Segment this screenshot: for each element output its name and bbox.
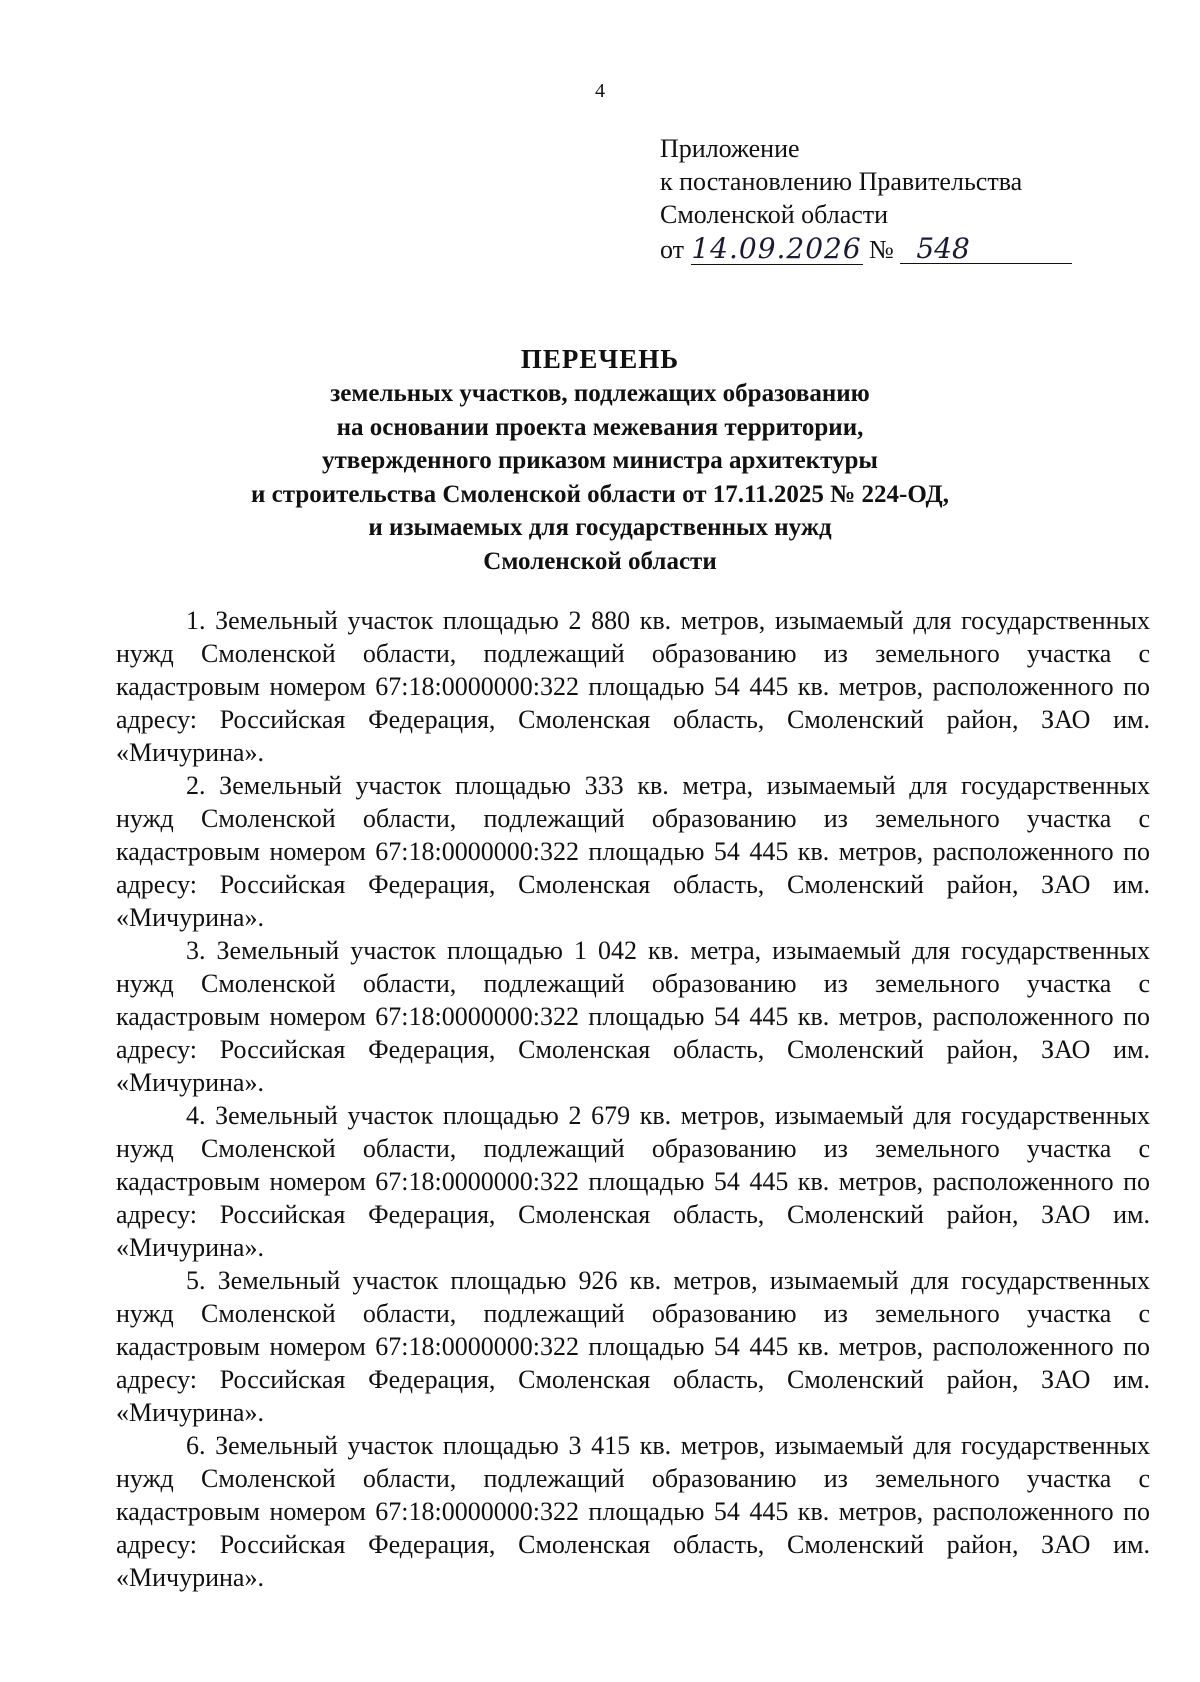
- date-prefix: от: [660, 235, 685, 264]
- appendix-reference: к постановлению Правительства: [660, 167, 1023, 196]
- list-item: 5. Земельный участок площадью 926 кв. метров, изымаемый для государственных нужд Смоленской области, подлежащий образованию из земельного участка с кадастровым номером 67:18:0000000:322 площадью 54 445 кв. метров, расположенного по адресу: Российская Федерация, Смоленская область, Смоленский район, ЗАО им. «Мичурина».: [116, 1266, 1150, 1427]
- title-line-2: на основании проекта межевания территории,: [336, 413, 864, 441]
- land-plot-list: [116, 604, 1150, 1594]
- title-line-5: и изымаемых для государственных нужд: [368, 514, 832, 541]
- handwritten-number: 548: [900, 233, 1072, 264]
- appendix-region: Смоленской области: [660, 200, 889, 229]
- list-item: 6. Земельный участок площадью 3 415 кв. метров, изымаемый для государственных нужд Смоленской области, подлежащий образованию из земельного участка с кадастровым номером 67:18:0000000:322 площадью 54 445 кв. метров, расположенного по адресу: Российская Федерация, Смоленская область, Смоленский район, ЗАО им. «Мичурина».: [116, 1431, 1150, 1592]
- page-number: 4: [595, 80, 605, 102]
- list-item: 3. Земельный участок площадью 1 042 кв. метра, изымаемый для государственных нужд Смоленской области, подлежащий образованию из земельного участка с кадастровым номером 67:18:0000000:322 площадью 54 445 кв. метров, расположенного по адресу: Российская Федерация, Смоленская область, Смоленский район, ЗАО им. «Мичурина».: [116, 936, 1150, 1097]
- appendix-title: Приложение: [660, 134, 800, 163]
- document-title: [120, 342, 1080, 578]
- title-line-1: земельных участков, подлежащих образованию: [330, 380, 870, 407]
- appendix-block: [660, 132, 1100, 266]
- handwritten-date: 14.09.2026: [691, 232, 862, 265]
- list-item: 1. Земельный участок площадью 2 880 кв. метров, изымаемый для государственных нужд Смоленской области, подлежащий образованию из земельного участка с кадастровым номером 67:18:0000000:322 площадью 54 445 кв. метров, расположенного по адресу: Российская Федерация, Смоленская область, Смоленский район, ЗАО им. «Мичурина».: [116, 606, 1150, 767]
- number-sign: №: [869, 235, 894, 264]
- title-line-4: и строительства Смоленской области от 17.11.2025 № 224-ОД,: [250, 480, 950, 508]
- list-item: 4. Земельный участок площадью 2 679 кв. метров, изымаемый для государственных нужд Смоленской области, подлежащий образованию из земельного участка с кадастровым номером 67:18:0000000:322 площадью 54 445 кв. метров, расположенного по адресу: Российская Федерация, Смоленская область, Смоленский район, ЗАО им. «Мичурина».: [116, 1101, 1150, 1262]
- title-heading: ПЕРЕЧЕНЬ: [520, 344, 680, 374]
- appendix-date-number-line: [660, 233, 1100, 266]
- title-line-6: Смоленской области: [483, 547, 717, 575]
- title-line-3: утвержденного приказом министра архитектуры: [322, 447, 878, 474]
- list-item: 2. Земельный участок площадью 333 кв. метра, изымаемый для государственных нужд Смоленской области, подлежащий образованию из земельного участка с кадастровым номером 67:18:0000000:322 площадью 54 445 кв. метров, расположенного по адресу: Российская Федерация, Смоленская область, Смоленский район, ЗАО им. «Мичурина».: [116, 771, 1150, 932]
